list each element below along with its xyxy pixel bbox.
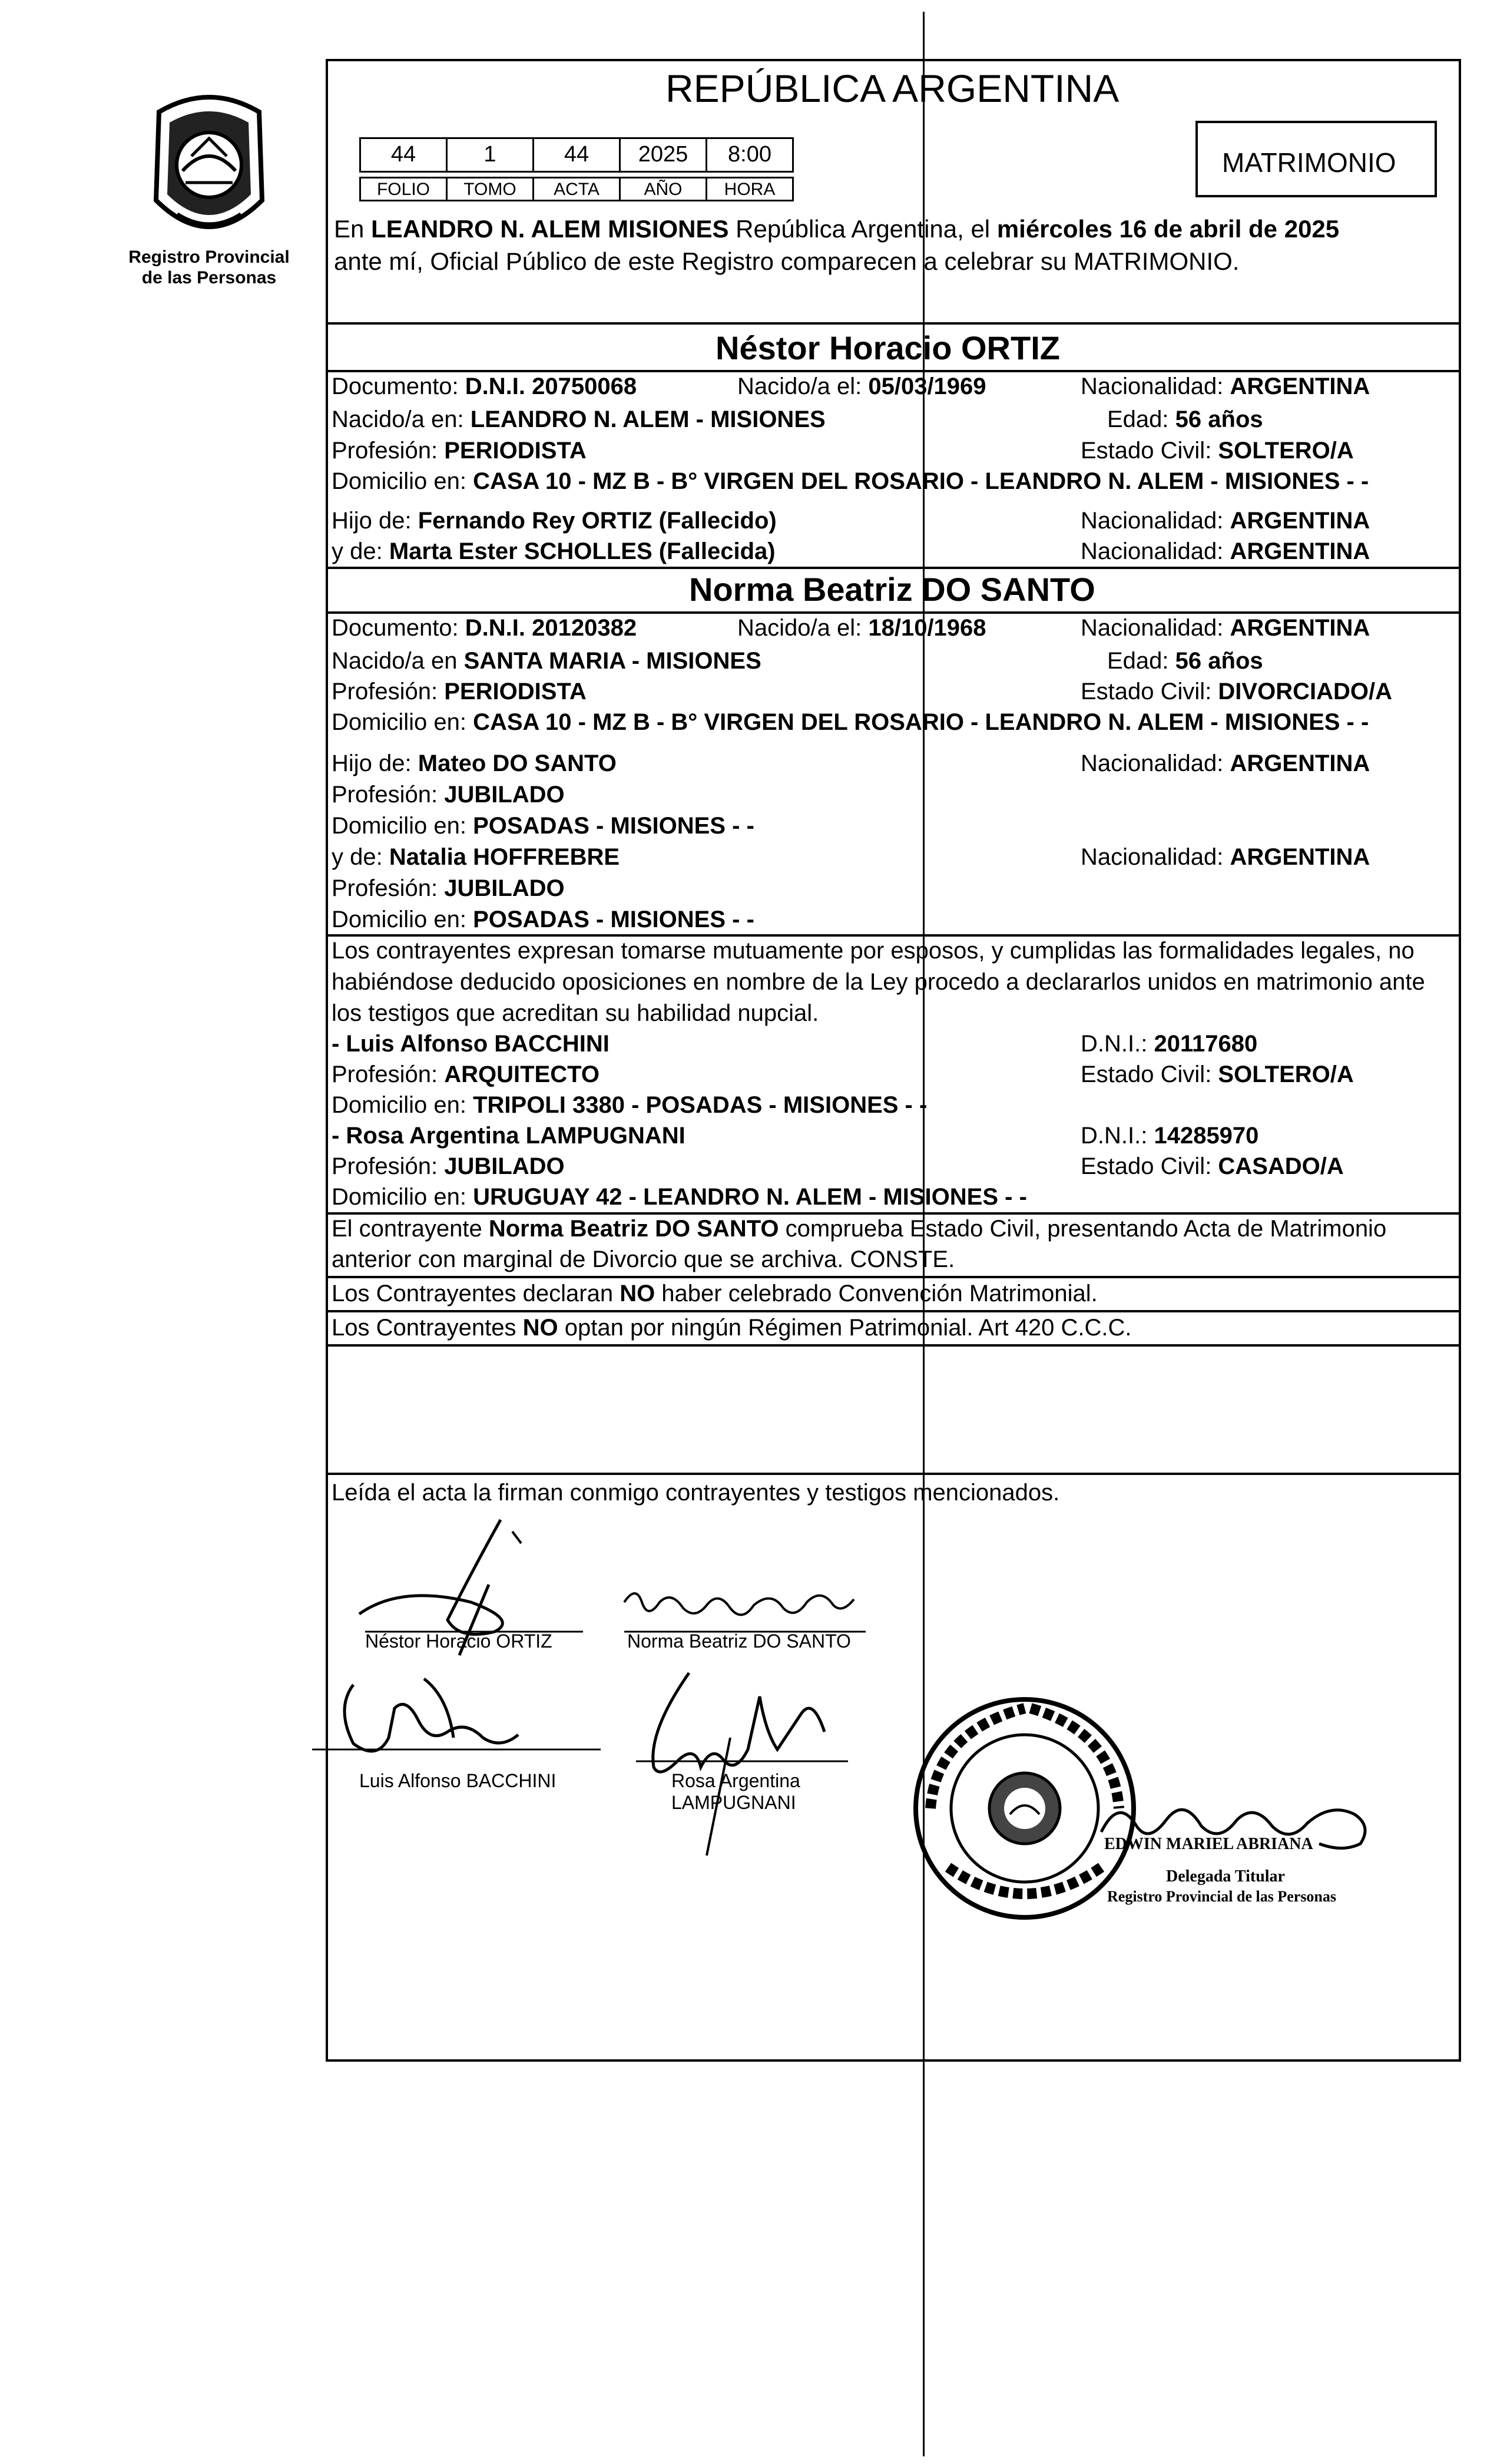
witness2-civil-status: Estado Civil: CASADO/A — [1081, 1153, 1344, 1179]
spouse1-doc: Documento: D.N.I. 20750068 — [332, 373, 637, 399]
spouse2-father: Hijo de: Mateo DO SANTO — [332, 750, 617, 776]
spouse2-age: Edad: 56 años — [1107, 648, 1263, 674]
handwritten-signature-icon — [612, 1661, 860, 1861]
logo-caption-line2: de las Personas — [141, 268, 277, 287]
signature-label-norma: Norma Beatriz DO SANTO — [627, 1630, 851, 1652]
hora-label: HORA — [706, 177, 794, 201]
intro-middle: República Argentina, el — [728, 215, 997, 243]
divider — [326, 567, 1461, 569]
spouse2-father-nationality: Nacionalidad: ARGENTINA — [1081, 750, 1370, 776]
witness2-dni: D.N.I.: 14285970 — [1081, 1123, 1259, 1149]
intro-prefix: En — [334, 215, 372, 243]
witness2-address: Domicilio en: URUGUAY 42 - LEANDRO N. ALEM - MISIONES - - — [332, 1184, 1027, 1210]
spouse1-profession: Profesión: PERIODISTA — [332, 438, 587, 464]
spouse2-mother-nationality: Nacionalidad: ARGENTINA — [1081, 844, 1370, 870]
folio-label: FOLIO — [359, 177, 448, 201]
tomo-value: 1 — [446, 137, 534, 173]
page-title: REPÚBLICA ARGENTINA — [665, 67, 1120, 110]
spouse2-father-address: Domicilio en: POSADAS - MISIONES - - — [332, 813, 754, 839]
intro-place: LEANDRO N. ALEM MISIONES — [371, 215, 729, 243]
intro-date: miércoles 16 de abril de 2025 — [996, 215, 1340, 243]
folio-value: 44 — [359, 137, 448, 173]
witness1-address: Domicilio en: TRIPOLI 3380 - POSADAS - MISIONES - - — [332, 1092, 928, 1118]
spouse2-born: Nacido/a el: 18/10/1968 — [737, 615, 986, 641]
acta-label: ACTA — [532, 177, 621, 201]
signature-rosa — [612, 1661, 860, 1861]
official-title: Delegada Titular — [1166, 1867, 1285, 1886]
convention-statement: Los Contrayentes declaran NO haber celebrado Convención Matrimonial. — [332, 1281, 1098, 1307]
hora-value: 8:00 — [706, 137, 794, 173]
spouse2-birthplace: Nacido/a en SANTA MARIA - MISIONES — [332, 648, 761, 674]
spouse1-father: Hijo de: Fernando Rey ORTIZ (Fallecido) — [332, 508, 777, 534]
spouse1-address: Domicilio en: CASA 10 - MZ B - B° VIRGEN DEL ROSARIO - LEANDRO N. ALEM - MISIONES - - — [332, 468, 1369, 494]
divider — [326, 1344, 1461, 1347]
spouse1-born: Nacido/a el: 05/03/1969 — [737, 373, 986, 399]
spouse2-profession: Profesión: PERIODISTA — [332, 679, 587, 705]
closing-statement: Leída el acta la firman conmigo contrayentes y testigos mencionados. — [332, 1480, 1060, 1506]
official-organization: Registro Provincial de las Personas — [1107, 1888, 1337, 1905]
spouse1-age: Edad: 56 años — [1107, 406, 1263, 432]
signature-label-luis: Luis Alfonso BACCHINI — [359, 1770, 557, 1791]
spouse2-address: Domicilio en: CASA 10 - MZ B - B° VIRGEN DEL ROSARIO - LEANDRO N. ALEM - MISIONES - - — [332, 709, 1369, 735]
province-seal-icon — [135, 88, 283, 259]
declaration-line1: Los contrayentes expresan tomarse mutuamente por esposos, y cumplidas las formalidades legales, no — [332, 938, 1415, 964]
regime-statement: Los Contrayentes NO optan por ningún Régimen Patrimonial. Art 420 C.C.C. — [332, 1315, 1132, 1341]
divider — [326, 1473, 1461, 1475]
spouse2-nationality: Nacionalidad: ARGENTINA — [1081, 615, 1370, 641]
declaration-line2: habiéndose deducido oposiciones en nombre de la Ley procedo a declararlos unidos en matrimonio ante — [332, 969, 1425, 995]
spouse1-nationality: Nacionalidad: ARGENTINA — [1081, 373, 1370, 399]
divider — [326, 322, 1461, 325]
witness2-name: - Rosa Argentina LAMPUGNANI — [332, 1123, 685, 1149]
spouse2-father-profession: Profesión: JUBILADO — [332, 782, 565, 808]
spouse2-mother-address: Domicilio en: POSADAS - MISIONES - - — [332, 907, 754, 932]
signature-luis — [312, 1673, 607, 1779]
ano-label: AÑO — [619, 177, 707, 201]
record-type: MATRIMONIO — [1222, 147, 1396, 178]
spouse1-mother: y de: Marta Ester SCHOLLES (Fallecida) — [332, 538, 776, 564]
signature-label-rosa-line1: Rosa Argentina — [671, 1770, 800, 1791]
spouse2-civil-status: Estado Civil: DIVORCIADO/A — [1081, 679, 1392, 705]
registry-logo — [135, 88, 283, 259]
spouse2-mother-profession: Profesión: JUBILADO — [332, 875, 565, 901]
declaration-line3: los testigos que acreditan su habilidad nupcial. — [332, 1000, 819, 1026]
acta-value: 44 — [532, 137, 621, 173]
divider — [326, 1276, 1461, 1278]
witness1-name: - Luis Alfonso BACCHINI — [332, 1031, 610, 1057]
intro-line2: ante mí, Oficial Público de este Registro comparecen a celebrar su MATRIMONIO. — [334, 247, 1240, 275]
spouse1-birthplace: Nacido/a en: LEANDRO N. ALEM - MISIONES — [332, 406, 826, 432]
spouse2-name: Norma Beatriz DO SANTO — [689, 571, 1095, 608]
witness1-dni: D.N.I.: 20117680 — [1081, 1031, 1258, 1057]
signature-label-nestor: Néstor Horacio ORTIZ — [365, 1630, 552, 1652]
witness1-civil-status: Estado Civil: SOLTERO/A — [1081, 1061, 1354, 1087]
logo-caption-line1: Registro Provincial — [128, 247, 290, 267]
signature-label-rosa-line2: LAMPUGNANI — [671, 1792, 796, 1813]
intro-line1 — [334, 215, 1339, 243]
handwritten-signature-icon — [312, 1673, 607, 1779]
spouse1-mother-nationality: Nacionalidad: ARGENTINA — [1081, 538, 1370, 564]
civil-status-note-line1: El contrayente Norma Beatriz DO SANTO comprueba Estado Civil, presentando Acta de Matrimonio — [332, 1216, 1387, 1242]
witness2-profession: Profesión: JUBILADO — [332, 1153, 565, 1179]
divider — [326, 1310, 1461, 1312]
ano-value: 2025 — [619, 137, 707, 173]
civil-status-note-line2: anterior con marginal de Divorcio que se archiva. CONSTE. — [332, 1246, 955, 1272]
spouse1-civil-status: Estado Civil: SOLTERO/A — [1081, 438, 1354, 464]
spouse1-father-nationality: Nacionalidad: ARGENTINA — [1081, 508, 1370, 534]
official-name: EDWIN MARIEL ABRIANA — [1104, 1835, 1313, 1853]
spouse2-mother: y de: Natalia HOFFREBRE — [332, 844, 620, 870]
spouse2-doc: Documento: D.N.I. 20120382 — [332, 615, 637, 641]
tomo-label: TOMO — [446, 177, 534, 201]
spouse1-name: Néstor Horacio ORTIZ — [716, 329, 1060, 366]
witness1-profession: Profesión: ARQUITECTO — [332, 1061, 600, 1087]
